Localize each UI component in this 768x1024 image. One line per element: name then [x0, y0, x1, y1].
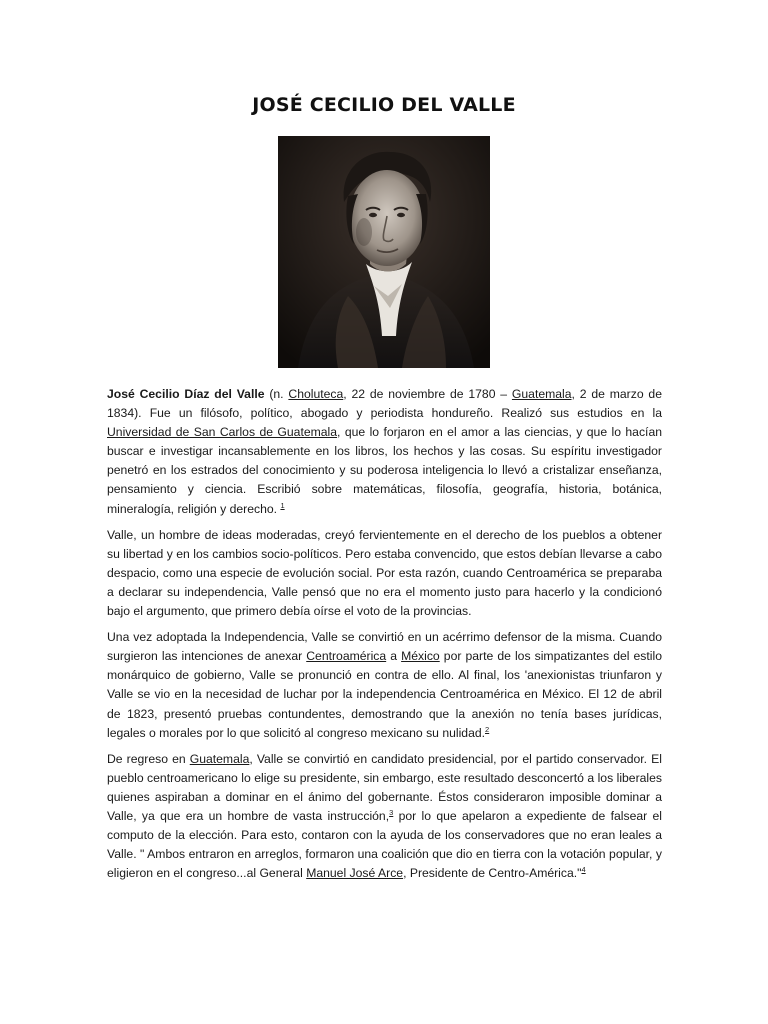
link-choluteca[interactable]: Choluteca — [288, 387, 344, 401]
link-guatemala[interactable]: Guatemala — [511, 387, 572, 401]
paragraph-3: Una vez adoptada la Independencia, Valle se convirtió en un acérrimo defensor de la misma. Cuando surgieron las intenciones de anexar Centroamérica a México por parte de los simpatizantes del estilo monárquico de gobierno, Valle se pronunció en contra de ello. Al final, los 'anexionistas triunfaron y Valle se vio en la necesidad de luchar por la independencia Centroamérica en México. El 12 de abril de 1823, presentó pruebas contundentes, demostrando que la anexión no tenía bases jurídicas, legales o morales por lo que solicitó al congreso mexicano su nulidad.$^2$ — [107, 630, 662, 740]
paragraph-2: Valle, un hombre de ideas moderadas, creyó fervientemente en el derecho de los pueblos a obtener su libertad y en los cambios socio-políticos. Pero estaba convencido, que estos debían llevarse a cabo despacio, como una especie de evolución social. Por esta razón, cuando Centroamérica se preparaba a declarar su independencia, Valle pensó que no era el momento justo para hacerlo y la condicionó bajo el argumento, que primero debía oírse el voto de la provincias. — [107, 527, 662, 619]
paragraph-4: De regreso en Guatemala, Valle se convirtió en candidato presidencial, por el partido conservador. El pueblo centroamericano lo elige su presidente, sin embargo, este resultado desconcertó a los liberales quienes aspiraban a dominar en el ánimo del gobernante. Éstos consideraron imposible dominar a Valle, ya que era un hombre de vasta instrucción,$^3$ por lo que apelaron a expediente de falsear el computo de la elección. Para esto, contaron con la ayuda de los conservadores que no eran leales a Valle. " Ambos entraron en arreglos, formaron una coalición que dio en tierra con la votación popular, y eligieron en el congreso...al General Manuel José Arce, Presidente de Centro-América."$^4$ — [107, 751, 662, 881]
footnote-ref-3[interactable]: 3 — [389, 807, 394, 817]
portrait-image — [278, 136, 490, 368]
link-manuel-jose-arce[interactable]: Manuel José Arce — [306, 866, 404, 881]
footnote-ref-4[interactable]: 4 — [581, 865, 586, 875]
page-title: JOSÉ CECILIO DEL VALLE — [252, 94, 516, 116]
article-body — [107, 385, 662, 890]
link-centroamerica[interactable]: Centroamérica — [306, 649, 387, 664]
link-guatemala-2[interactable]: Guatemala — [189, 751, 250, 766]
link-mexico[interactable]: México — [401, 649, 440, 664]
paragraph-1: José Cecilio Díaz del Valle (n. Choluteca, 22 de noviembre de 1780 – Guatemala, 2 de marzo de 1834). Fue un filósofo, político, abogado y periodista hondureño. Realizó sus estudios en la Universidad de San Carlos de Guatemala, que lo forjaron en el amor a las ciencias, y que lo hacían buscar e investigar incansablemente en los libros, los hechos y las cosas. Su espíritu investigador penetró en los estrados del conocimiento y su poderosa inteligencia lo llevó a cristalizar enseñanza, pensamiento y ciencia. Escribió sobre matemáticas, filosofía, geografía, historia, botánica, mineralogía, religión y derecho. $^1$ — [107, 387, 663, 516]
footnote-ref-2[interactable]: 2 — [485, 724, 490, 734]
link-universidad[interactable]: Universidad de San Carlos de Guatemala — [107, 425, 338, 440]
subject-name: José Cecilio Díaz del Valle — [107, 387, 265, 401]
footnote-ref-1[interactable]: 1 — [280, 500, 285, 510]
